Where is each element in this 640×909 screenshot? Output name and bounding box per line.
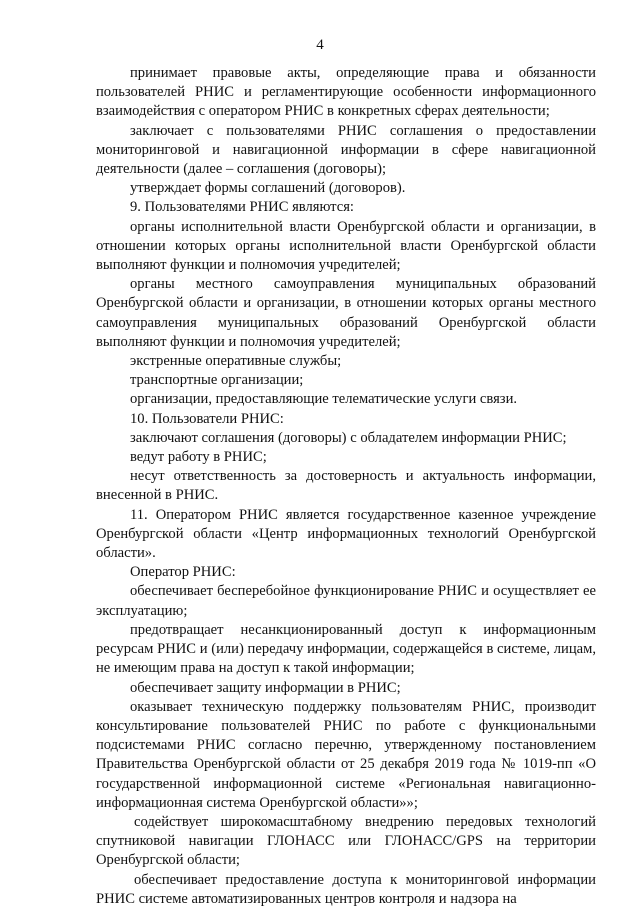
paragraph: содействует широкомасштабному внедрению передовых технологий спутниковой навигации ГЛОНАСС или ГЛОНАСС/GPS на территории Оренбургской области; <box>96 813 596 869</box>
paragraph: предотвращает несанкционированный доступ к информационным ресурсам РНИС и (или) передачу информации, содержащейся в системе, лицам, не имеющим права на доступ к такой информации; <box>96 621 596 677</box>
paragraph: органы местного самоуправления муниципальных образований Оренбургской области и организации, в отношении которых органы местного самоуправления муниципальных образований Оренбургской области выполняют функции и полномочия учредителей; <box>96 276 596 350</box>
paragraph: заключает с пользователями РНИС соглашения о предоставлении мониторинговой и навигационной информации в сфере навигационной деятельности (далее – соглашения (договоры); <box>96 122 596 178</box>
paragraph: экстренные оперативные службы; <box>130 353 342 370</box>
paragraph: ведут работу в РНИС; <box>130 449 267 466</box>
paragraph: органы исполнительной власти Оренбургской области и организации, в отношении которых органы исполнительной власти Оренбургской области выполняют функции и полномочия учредителей; <box>96 218 596 274</box>
paragraph: принимает правовые акты, определяющие права и обязанности пользователей РНИС и регламентирующие особенности информационного взаимодействия с оператором РНИС в конкретных сферах деятельности; <box>96 65 596 120</box>
paragraph: обеспечивает бесперебойное функционирование РНИС и осуществляет ее эксплуатацию; <box>96 583 596 619</box>
paragraph: заключают соглашения (договоры) с обладателем информации РНИС; <box>130 429 567 446</box>
paragraph: 11. Оператором РНИС является государственное казенное учреждение Оренбургской области «Центр информационных технологий Оренбургской области». <box>96 506 596 562</box>
paragraph: несут ответственность за достоверность и актуальность информации, внесенной в РНИС. <box>96 468 596 504</box>
paragraph: оказывает техническую поддержку пользователям РНИС, производит консультирование пользователей РНИС по работе с функциональными подсистемами РНИС согласно перечню, утвержденному постановлением Правительства Оренбургской области от 25 декабря 2019 года № 1019-пп «О государственной информационной системе «Региональная навигационно-информационная система Оренбургской области»»; <box>96 698 596 811</box>
paragraph: 10. Пользователи РНИС: <box>130 410 284 427</box>
paragraph: транспортные организации; <box>130 372 304 389</box>
paragraph: Оператор РНИС: <box>130 564 236 581</box>
paragraph: организации, предоставляющие телематические услуги связи. <box>130 391 518 408</box>
paragraph: обеспечивает предоставление доступа к мониторинговой информации РНИС системе автоматизированных центров контроля и надзора на <box>96 871 596 907</box>
document-body <box>96 64 596 909</box>
paragraph: обеспечивает защиту информации в РНИС; <box>130 679 401 696</box>
page-number: 4 <box>316 37 324 53</box>
paragraph: 9. Пользователями РНИС являются: <box>130 199 354 216</box>
paragraph: утверждает формы соглашений (договоров). <box>130 180 406 197</box>
